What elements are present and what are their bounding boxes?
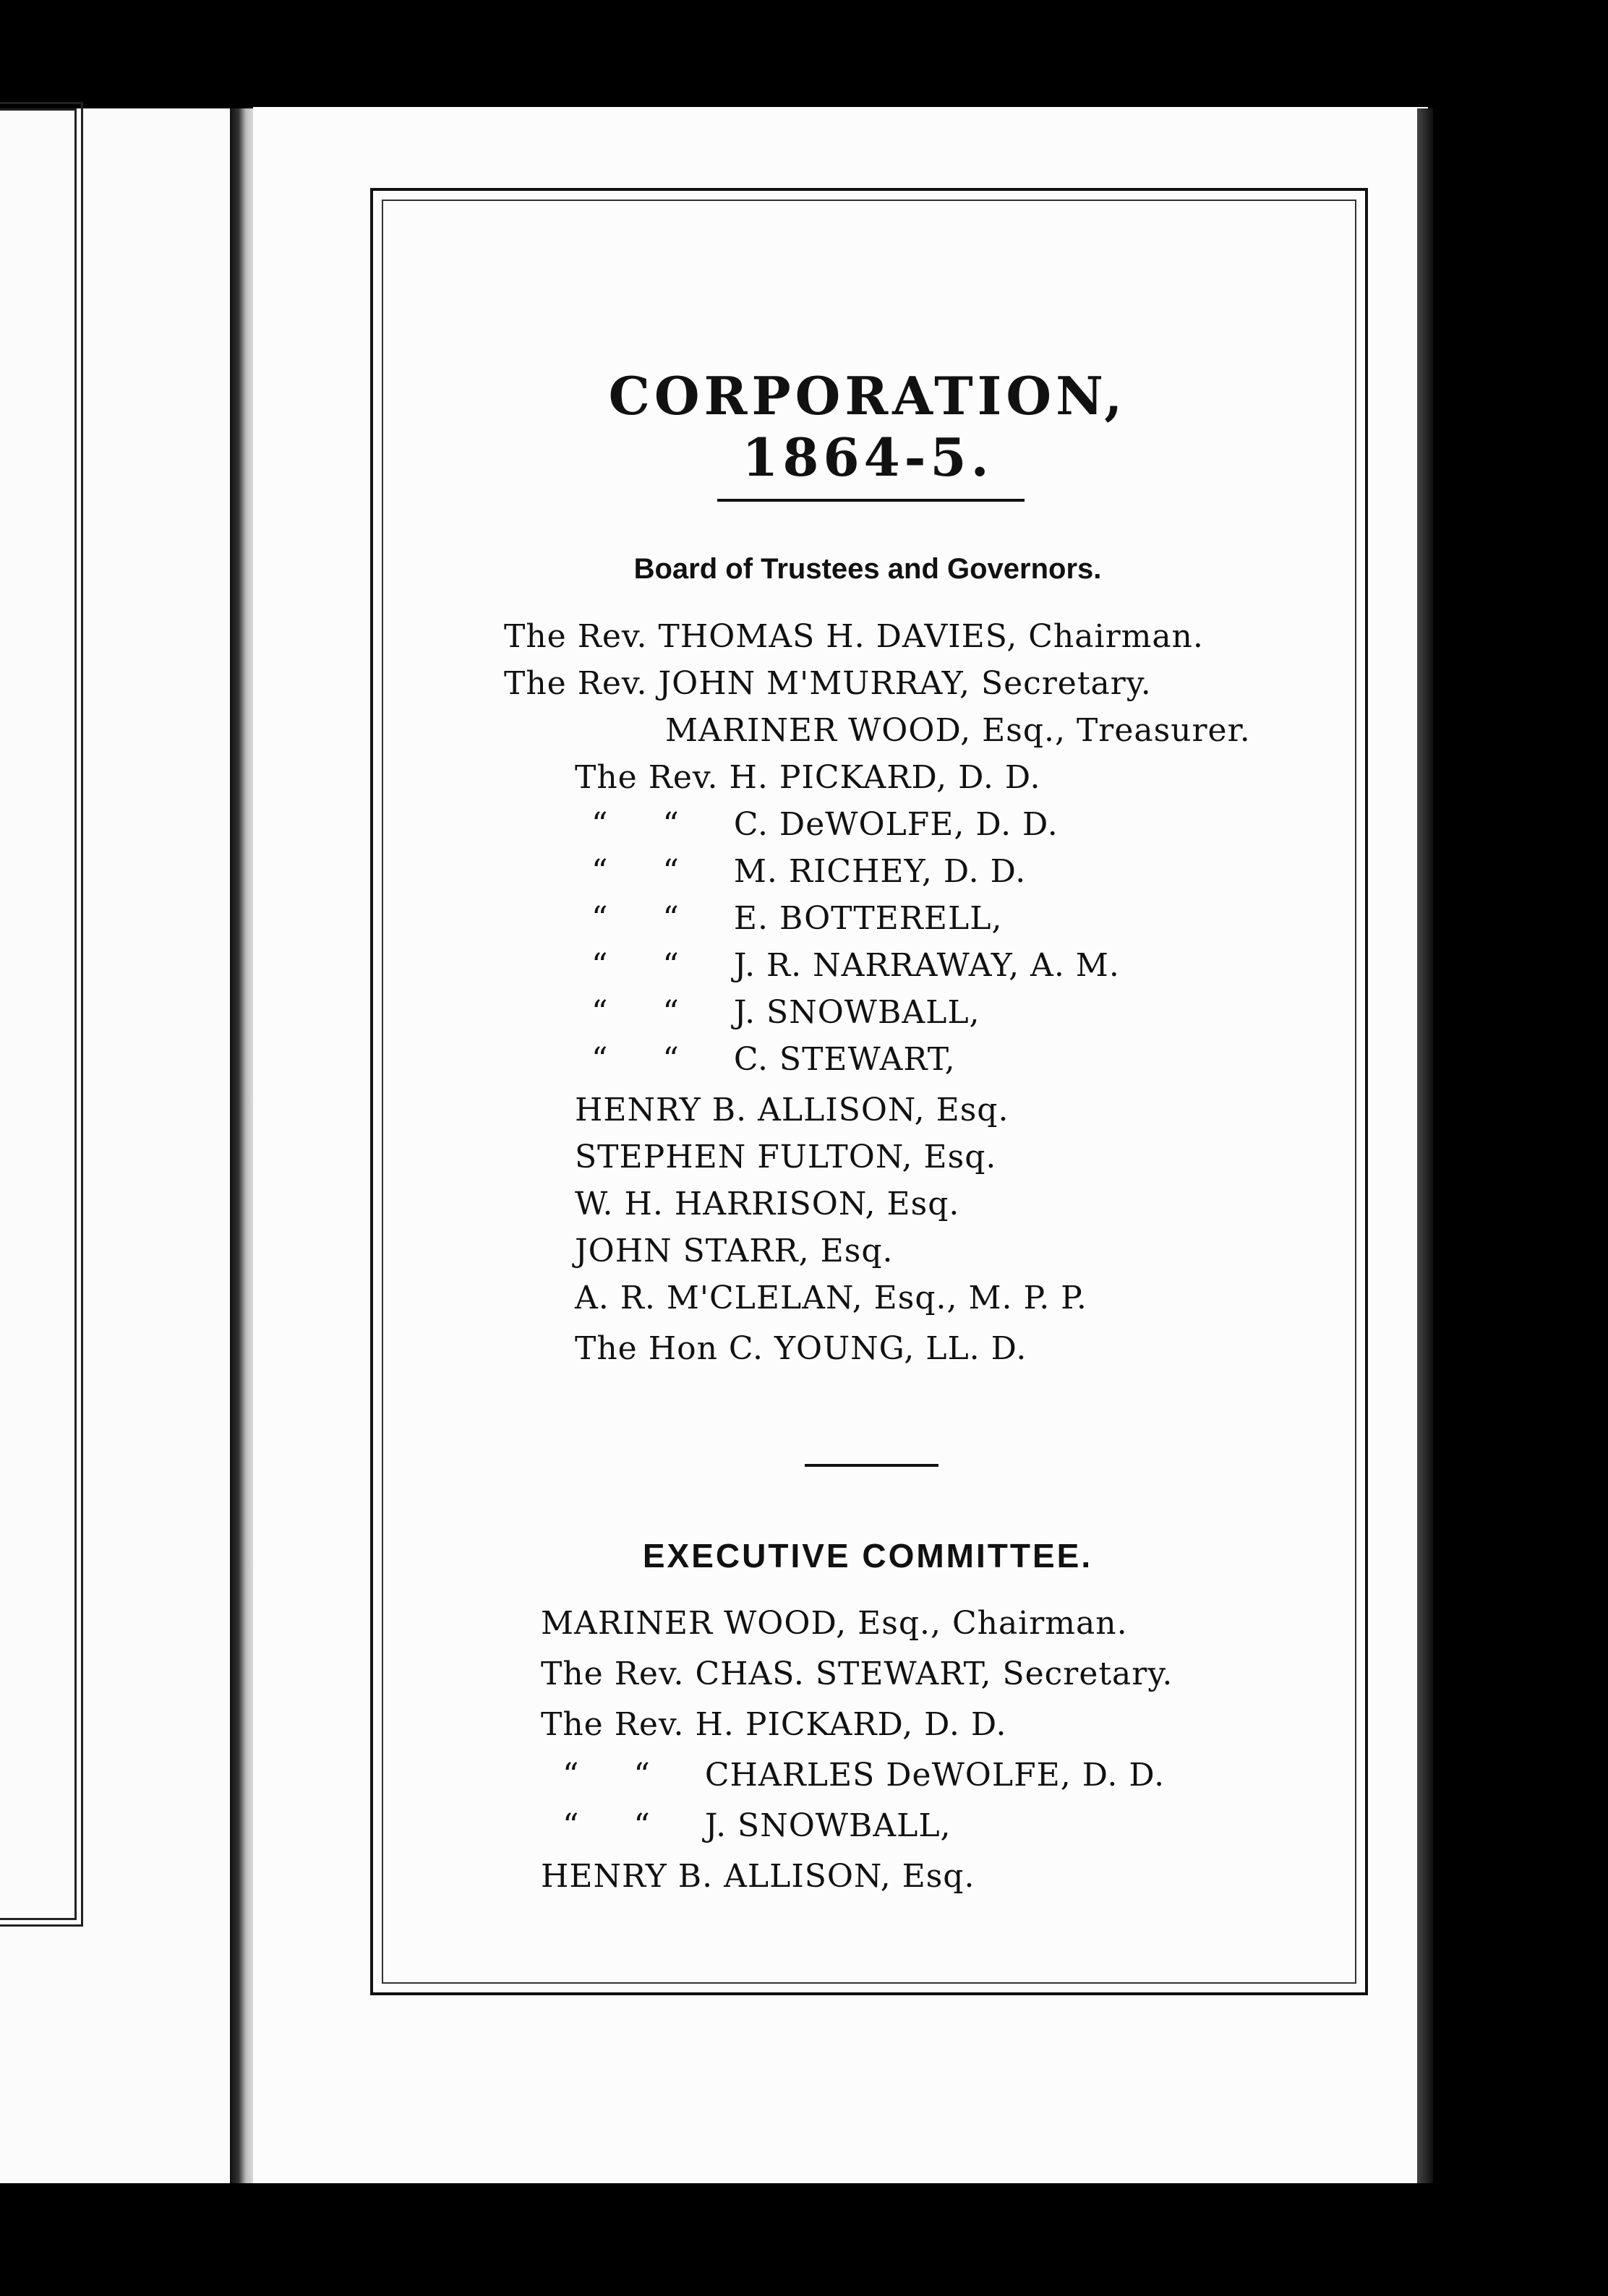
board-member: “ “ J. SNOWBALL, xyxy=(591,994,980,1031)
executive-member: MARINER WOOD, Esq., Chairman. xyxy=(541,1605,1128,1642)
page-title: CORPORATION, 1864-5. xyxy=(608,365,1127,488)
executive-member: “ “ CHARLES DeWOLFE, D. D. xyxy=(563,1757,1166,1794)
executive-member: HENRY B. ALLISON, Esq. xyxy=(541,1858,975,1895)
executive-member: The Rev. CHAS. STEWART, Secretary. xyxy=(541,1655,1173,1692)
board-member: W. H. HARRISON, Esq. xyxy=(575,1186,960,1222)
board-member: “ “ C. DeWOLFE, D. D. xyxy=(591,806,1059,843)
executive-heading: EXECUTIVE COMMITTEE. xyxy=(642,1537,1093,1575)
board-member: “ “ M. RICHEY, D. D. xyxy=(591,853,1027,890)
board-member: “ “ C. STEWART, xyxy=(591,1041,956,1078)
board-member: The Hon C. YOUNG, LL. D. xyxy=(575,1330,1027,1367)
page-edge-shadow xyxy=(1417,108,1433,2183)
facing-page-frame xyxy=(0,108,77,1920)
board-member: JOHN STARR, Esq. xyxy=(575,1233,894,1269)
board-member: MARINER WOOD, Esq., Treasurer. xyxy=(665,712,1251,749)
board-member: HENRY B. ALLISON, Esq. xyxy=(575,1092,1009,1128)
board-member: “ “ J. R. NARRAWAY, A. M. xyxy=(591,947,1120,984)
board-member: The Rev. THOMAS H. DAVIES, Chairman. xyxy=(504,618,1204,655)
board-member: “ “ E. BOTTERELL, xyxy=(591,900,1003,937)
executive-member: The Rev. H. PICKARD, D. D. xyxy=(541,1706,1007,1743)
board-member: The Rev. JOHN M'MURRAY, Secretary. xyxy=(504,665,1152,702)
section-rule xyxy=(805,1464,938,1467)
board-heading: Board of Trustees and Governors. xyxy=(633,553,1102,585)
board-member: A. R. M'CLELAN, Esq., M. P. P. xyxy=(575,1280,1087,1316)
title-rule xyxy=(717,499,1025,502)
executive-member: “ “ J. SNOWBALL, xyxy=(563,1807,951,1844)
board-member: STEPHEN FULTON, Esq. xyxy=(575,1139,997,1175)
board-member: The Rev. H. PICKARD, D. D. xyxy=(575,759,1041,796)
